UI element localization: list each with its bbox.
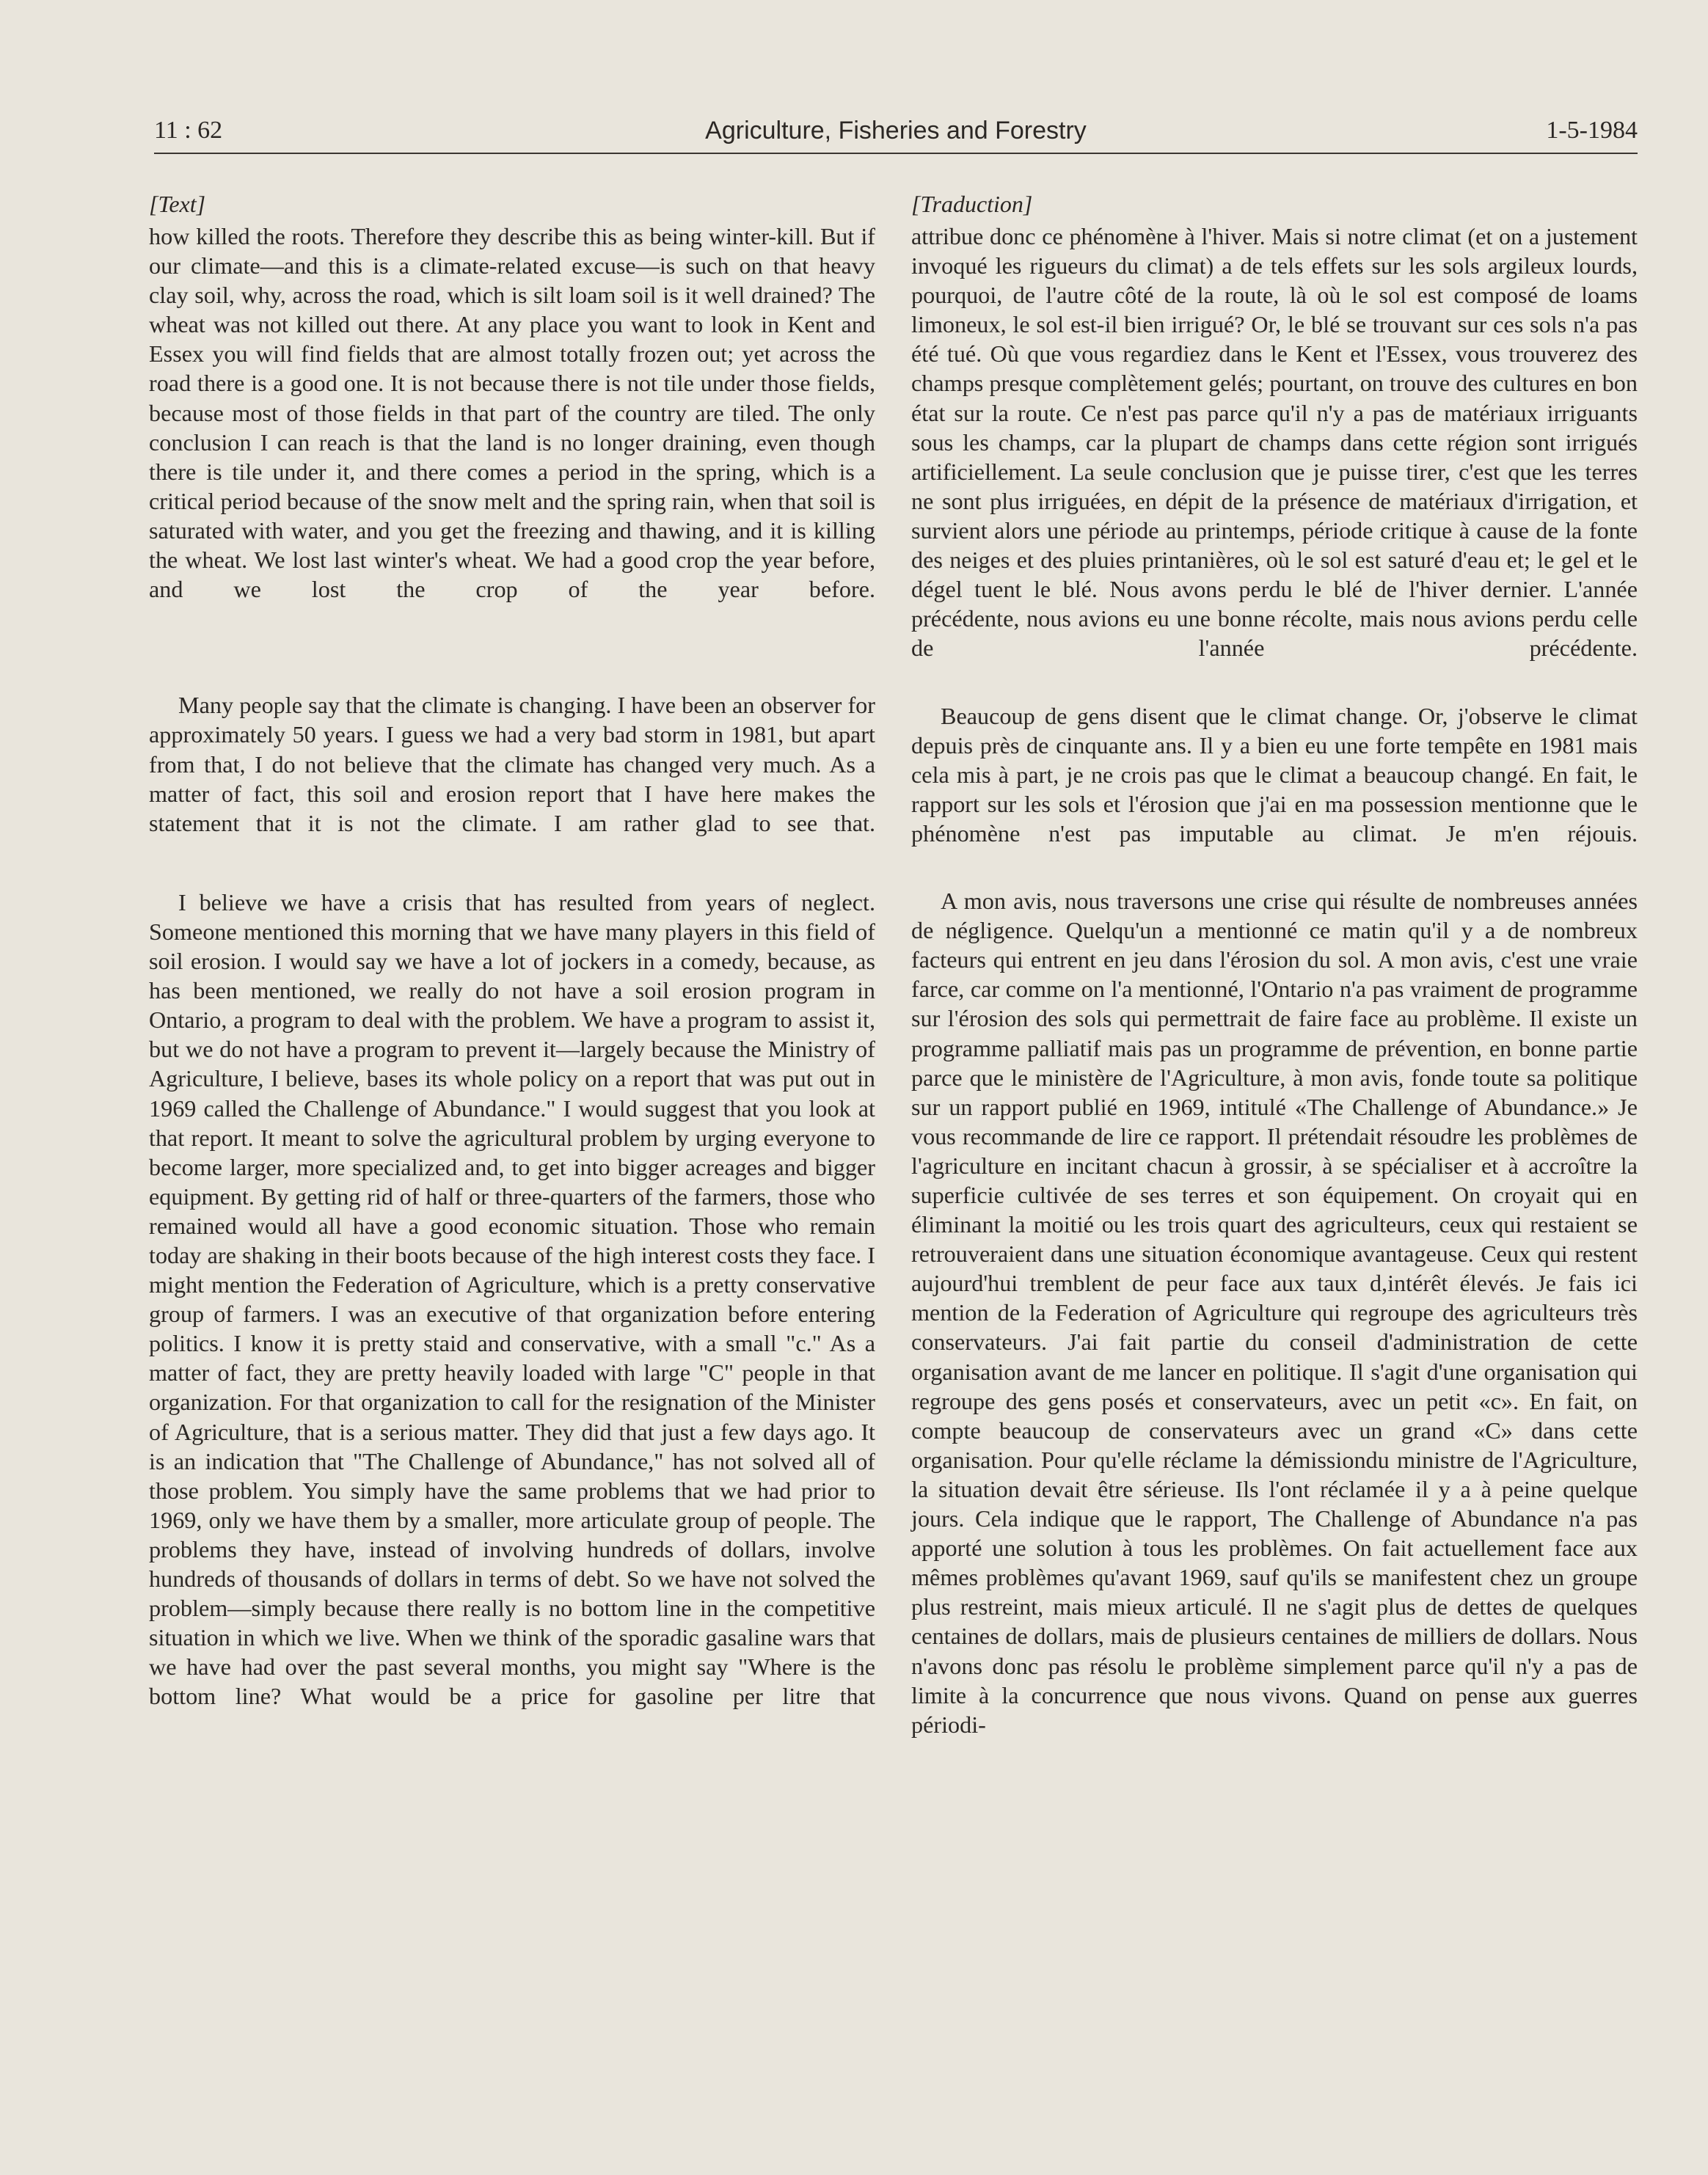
english-paragraph-2: Many people say that the climate is changing. I have been an observer for approximately 50 years. I guess we had a very bad storm in 1981, but apart from that, I do not believe that the climate has changed very much. As a matter of fact, this soil and erosion report that I have here makes the statement that it is not the climate. I am rather glad to see that. <box>149 692 875 836</box>
running-title: Agriculture, Fisheries and Forestry <box>705 117 1087 145</box>
english-paragraph-1: how killed the roots. Therefore they describe this as being winter-kill. But if our climate—and this is a climate-related excuse—is such on that heavy clay soil, why, across the road, which is silt loam soil is it well drained? The wheat was not killed out there. At any place you want to look in Kent and Essex you will find fields that are almost totally frozen out; yet across the road there is a good one. It is not because there is not tile under those fields, because most of those fields in that part of the country are tiled. The only conclusion I can reach is that the land is no longer draining, even though there is tile under it, and there comes a period in the spring, which is a critical period because of the snow melt and the spring rain, when that soil is saturated with water, and you get the freezing and thawing, and it is killing the wheat. We lost last winter's wheat. We had a good crop the year before, and we lost the crop of the year before. <box>149 223 875 603</box>
page-number: 11 : 62 <box>154 117 223 144</box>
french-paragraph-3: A mon avis, nous traversons une crise qui résulte de nombreuses années de négligence. Quelqu'un a mentionné ce matin qu'il y a de nombreux facteurs qui entrent en jeu dans l'érosion du sol. A mon avis, c'est une vraie farce, car comme on l'a mentionné, l'Ontario n'a pas vraiment de programme sur l'érosion des sols qui permettrait de faire face au problème. Il existe un programme palliatif mais pas un programme de prévention, en bonne partie parce que le ministère de l'Agriculture, à mon avis, fonde toute sa politique sur un rapport publié en 1969, intitulé «The Challenge of Abundance.» Je vous recommande de lire ce rapport. Il prétendait résoudre les problèmes de l'agriculture en incitant chacun à grossir, à se spécialiser et à accroître la superficie cultivée de ses terres et son équipement. On croyait qui en éliminant la moitié ou les trois quart des agriculteurs, ceux qui restaient se retrouveraient dans une situation économique avantageuse. Ceux qui restent aujourd'hui tremblent de peur face aux taux d,intérêt élevés. Je fais ici mention de la Federation of Agriculture qui regroupe des agriculteurs très conservateurs. J'ai fait partie du conseil d'administration de cette organisation avant de me lancer en politique. Il s'agit d'une organisation qui regroupe des gens posés et conservateurs, avec un petit «c». En fait, on compte beaucoup de conservateurs avec un grand «C» dans cette organisation. Pour qu'elle réclame la démissiondu ministre de l'Agriculture, la situation devait être sérieuse. Ils l'ont réclamée il y a à peine quelque jours. Cela indique que le rapport, The Challenge of Abundance n'a pas apporté une solution à tous les problèmes. On fait actuellement face aux mêmes problèmes qu'avant 1969, sauf qu'ils se manifestent chez un groupe plus restreint, mais mieux articulé. Il ne s'agit plus de dettes de quelques centaines de dollars, mais de plusieurs centaines de milliers de dollars. Nous n'avons donc pas résolu le problème simplement parce qu'il n'y a pas de limite à la concurrence que nous vivons. Quand on pense aux guerres périodi- <box>911 888 1638 1738</box>
page-header <box>154 114 1638 156</box>
english-column <box>149 189 875 1741</box>
french-column <box>911 189 1638 1769</box>
english-paragraph-3: I believe we have a crisis that has resulted from years of neglect. Someone mentioned this morning that we have many players in this field of soil erosion. I would say we have a lot of jockers in a comedy, because, as has been mentioned, we really do not have a soil erosion program in Ontario, a program to deal with the problem. We have a program to assist it, but we do not have a program to prevent it—largely because the Ministry of Agriculture, I believe, bases its whole policy on a report that was put out in 1969 called the Challenge of Abundance." I would suggest that you look at that report. It meant to solve the agricultural problem by urging everyone to become larger, more specialized and, to get into bigger acreages and bigger equipment. By getting rid of half or three-quarters of the farmers, those who remained would all have a good economic situation. Those who remain today are shaking in their boots because of the high interest costs they face. I might mention the Federation of Agriculture, which is a pretty conservative group of farmers. I was an executive of that organization before entering politics. I know it is pretty staid and conservative, with a small "c." As a matter of fact, they are pretty heavily loaded with large "C" people in that organization. For that organization to call for the resignation of the Minister of Agriculture, that is a serious matter. They did that just a few days ago. It is an indication that "The Challenge of Abundance," has not solved all of those problem. You simply have the same problems that we had prior to 1969, only we have them by a smaller, more articulate group of people. The problems they have, instead of involving hundreds of dollars, involve hundreds of thousands of dollars in terms of debt. So we have not solved the problem—simply because there really is no bottom line in the competitive situation in which we live. When we think of the sporadic gasaline wars that we have had over the past several months, you might say "Where is the bottom line? What would be a price for gasoline per litre that <box>149 888 875 1710</box>
french-paragraph-1: attribue donc ce phénomène à l'hiver. Mais si notre climat (et on a justement invoqué les rigueurs du climat) a de tels effets sur les sols argileux lourds, pourquoi, de l'autre côté de la route, là où le sol est composé de loams limoneux, le sol est-il bien irrigué? Or, le blé se trouvant sur ces sols n'a pas été tué. Où que vous regardiez dans le Kent et l'Essex, vous trouverez des champs presque complètement gelés; pourtant, on trouve des cultures en bon état sur la route. Ce n'est pas parce qu'il n'y a pas de matériaux irriguants sous les champs, car la plupart de champs dans cette région sont irrigués artificiellement. La seule conclusion que je puisse tirer, c'est que les terres ne sont plus irriguées, en dépit de la présence de matériaux d'irrigation, et survient alors une période au printemps, période critique à cause de la fonte des neiges et des pluies printanières, où le sol est saturé d'eau et; le gel et le dégel tuent le blé. Nous avons perdu le blé de l'hiver dernier. L'année précédente, nous avions eu une bonne récolte, mais nous avions perdu celle de l'année précédente. <box>911 223 1638 662</box>
traduction-marker-label: [Traduction] <box>911 191 1033 217</box>
text-marker-label: [Text] <box>149 191 206 217</box>
text-marker <box>149 189 875 219</box>
header-rule <box>154 153 1638 154</box>
french-paragraph-2: Beaucoup de gens disent que le climat change. Or, j'observe le climat depuis près de cinquante ans. Il y a bien eu une forte tempête en 1981 mais cela mis à part, je ne crois pas que le climat a beaucoup changé. En fait, le rapport sur les sols et l'érosion que j'ai en ma possession mentionne que le phénomène n'est pas imputable au climat. Je m'en réjouis. <box>911 702 1638 847</box>
traduction-marker <box>911 189 1638 219</box>
page-date: 1-5-1984 <box>1546 117 1638 144</box>
